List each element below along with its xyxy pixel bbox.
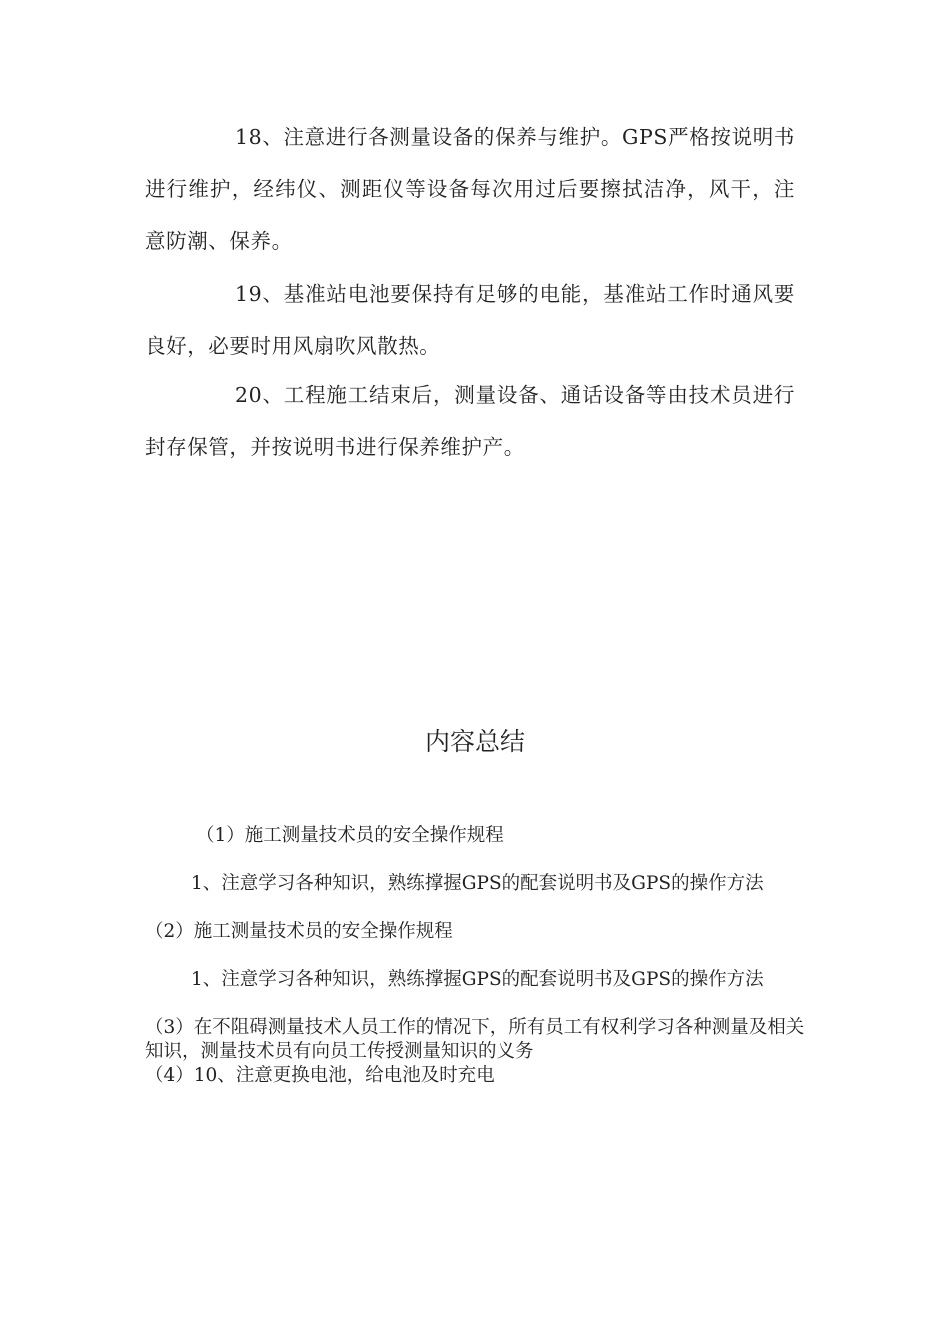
summary-item-3: （3）在不阻碍测量技术人员工作的情况下，所有员工有权利学习各种测量及相关知识，测量技术员有向员工传授测量知识的义务	[145, 1017, 805, 1062]
summary-item-2: （2）施工测量技术员的安全操作规程	[145, 921, 453, 942]
paragraph-18: 18、注意进行各测量设备的保养与维护。GPS严格按说明书进行维护，经纬仪、测距仪等设备每次用过后要擦拭洁净，风干，注意防潮、保养。	[145, 125, 795, 253]
summary-item-1-detail: 1、注意学习各种知识，熟练撑握GPS的配套说明书及GPS的操作方法	[191, 873, 764, 894]
paragraph-20: 20、工程施工结束后，测量设备、通话设备等由技术员进行封存保管，并按说明书进行保养维护产。	[145, 383, 795, 459]
summary-item-1: （1）施工测量技术员的安全操作规程	[196, 825, 504, 846]
paragraph-19: 19、基准站电池要保持有足够的电能，基准站工作时通风要良好，必要时用风扇吹风散热。	[145, 282, 795, 358]
summary-item-4: （4）10、注意更换电池，给电池及时充电	[145, 1065, 495, 1086]
summary-item-2-detail: 1、注意学习各种知识，熟练撑握GPS的配套说明书及GPS的操作方法	[191, 969, 764, 990]
summary-title: 内容总结	[424, 727, 525, 756]
